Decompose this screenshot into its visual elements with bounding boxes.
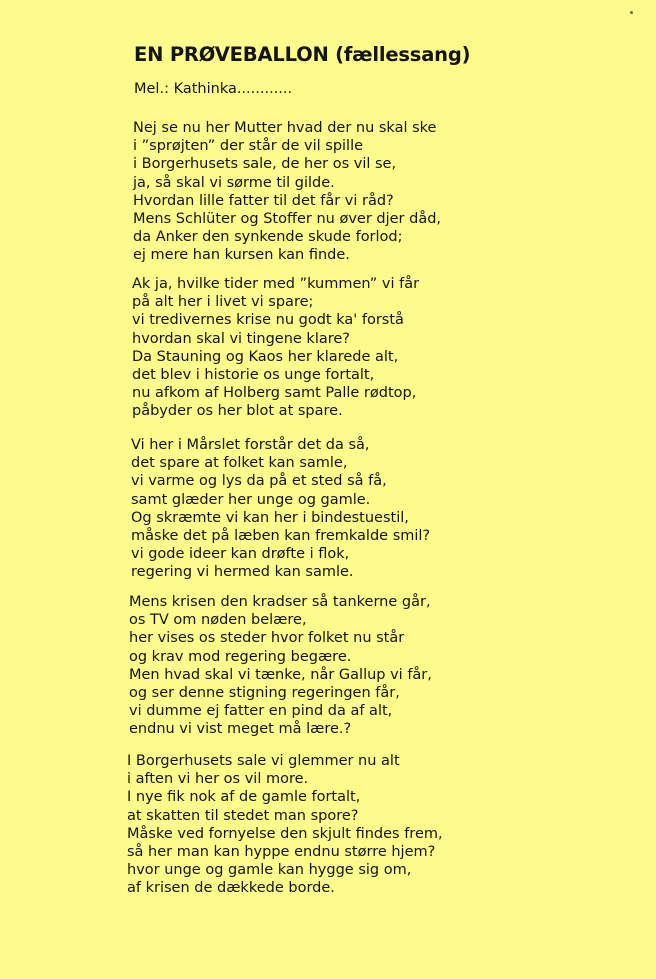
verse-line: Vi her i Mårslet forstår det da så,: [131, 437, 370, 453]
verse-line: det spare at folket kan samle,: [131, 455, 348, 472]
verse-line: da Anker den synkende skude forlod;: [133, 229, 403, 246]
verse-line: i Borgerhusets sale, de her os vil se,: [133, 156, 397, 173]
verse-line: Hvordan lille fatter til det får vi råd?: [133, 192, 394, 209]
verse-line: Da Stauning og Kaos her klarede alt,: [132, 348, 399, 365]
verse-line: samt glæder her unge og gamle.: [131, 491, 371, 508]
verse-line: Mens Schlüter og Stoffer nu øver djer dåd,: [133, 211, 442, 228]
verse-line: i ”sprøjten” der står de vil spille: [133, 138, 364, 155]
verse-line: vi gode ideer kan drøfte i flok,: [131, 546, 350, 563]
verse-line: Men hvad skal vi tænke, når Gallup vi får,: [129, 666, 432, 683]
stanza-3: [131, 436, 430, 582]
verse-line: ja, så skal vi sørme til gilde.: [133, 174, 335, 191]
verse-line: ej mere han kursen kan finde.: [133, 247, 350, 264]
song-title: EN PRØVEBALLON (fællessang): [134, 43, 471, 66]
verse-line: Måske ved fornyelse den skjult findes frem,: [127, 825, 443, 842]
verse-line: og krav mod regering begære.: [129, 648, 352, 665]
verse-line: I nye fik nok af de gamle fortalt,: [127, 789, 361, 806]
verse-line: hvordan skal vi tingene klare?: [132, 330, 350, 347]
verse-line: Og skræmte vi kan her i bindestuestil,: [131, 509, 409, 526]
verse-line: Mens krisen den kradser så tankerne går,: [129, 594, 431, 610]
verse-line: på alt her i livet vi spare;: [132, 294, 314, 311]
verse-line: os TV om nøden belære,: [129, 612, 307, 629]
verse-line: hvor unge og gamle kan hygge sig om,: [127, 862, 412, 879]
verse-line: endnu vi vist meget må lære.?: [129, 721, 352, 738]
stanza-2: [132, 275, 419, 421]
verse-line: af krisen de dækkede borde.: [127, 880, 335, 897]
verse-line: vi varme og lys da på et sted så få,: [131, 473, 387, 490]
melody-note: Mel.: Kathinka............: [134, 81, 293, 97]
stanza-5: [127, 752, 443, 898]
verse-line: I Borgerhusets sale vi glemmer nu alt: [127, 753, 400, 769]
verse-line: måske det på læben kan fremkalde smil?: [131, 528, 431, 545]
verse-line: nu afkom af Holberg samt Palle rødtop,: [132, 385, 417, 402]
verse-line: og ser denne stigning regeringen får,: [129, 685, 400, 702]
verse-line: her vises os steder hvor folket nu står: [129, 630, 405, 647]
verse-line: det blev i historie os unge fortalt,: [132, 367, 375, 384]
verse-line: Ak ja, hvilke tider med ”kummen” vi får: [132, 276, 420, 292]
verse-line: vi tredivernes krise nu godt ka' forstå: [132, 312, 404, 329]
paper-speck: [630, 11, 633, 14]
verse-line: vi dumme ej fatter en pind da af alt,: [129, 703, 393, 720]
stanza-1: [133, 119, 441, 265]
verse-line: i aften vi her os vil more.: [127, 771, 309, 788]
verse-line: at skatten til stedet man spore?: [127, 807, 359, 824]
verse-line: Nej se nu her Mutter hvad der nu skal ske: [133, 120, 437, 136]
verse-line: regering vi hermed kan samle.: [131, 564, 354, 581]
stanza-4: [129, 593, 432, 739]
verse-line: påbyder os her blot at spare.: [132, 403, 343, 420]
verse-line: så her man kan hyppe endnu større hjem?: [127, 844, 436, 861]
